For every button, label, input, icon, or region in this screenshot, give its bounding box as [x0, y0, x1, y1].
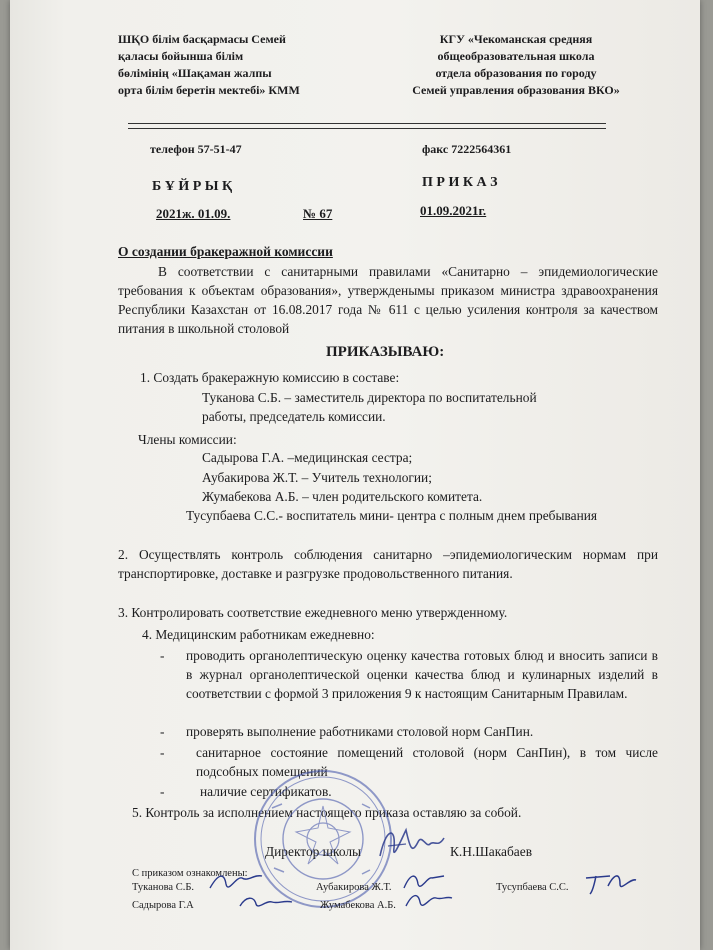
title-kz: Б Ұ Й Р Ы Қ — [152, 179, 233, 194]
header-left-line: ШҚО білім басқармасы Семей — [118, 32, 286, 46]
acquainted-name: Туканова С.Б. — [132, 882, 195, 893]
acquainted-name: Садырова Г.А — [132, 900, 194, 911]
order-word: ПРИКАЗЫВАЮ: — [326, 344, 445, 360]
member-3: Жумабекова А.Б. – член родительского комитета. — [202, 489, 483, 504]
header-left-line: қаласы бойынша білім — [118, 49, 244, 63]
acquainted-name: Тусупбаева С.С. — [496, 882, 569, 893]
fax-text: факс 7222564361 — [422, 142, 512, 156]
dash-bullet: - — [160, 648, 165, 663]
chair-line-1: Туканова С.Б. – заместитель директора по воспитательной — [202, 390, 537, 405]
director-title: Директор школы — [265, 844, 362, 859]
header-right-line: КГУ «Чекоманская средняя — [439, 32, 593, 46]
item-2: 2. Осуществлять контроль соблюдения санитарно –эпидемиологическим нормам при транспортировке, доставке и разгрузке продовольственного питания. — [118, 547, 658, 581]
director-name: К.Н.Шакабаев — [450, 844, 533, 859]
item-3: 3. Контролировать соответствие ежедневного меню утвержденному. — [118, 605, 508, 620]
preamble-paragraph: В соответствии с санитарными правилами «Санитарно – эпидемиологические требования к объектам образования», утвержденымы приказом министра здравоохранения Республики Казахстан от 16.08.2017 года № 611 с целью усиления контроля за качеством питания в школьной столовой — [118, 264, 658, 336]
date-ru: 01.09.2021г. — [420, 203, 487, 218]
title-ru: П Р И К А З — [422, 175, 498, 190]
header-right-line: отдела образования по городу — [435, 66, 597, 80]
header-left-line: бөлімінің «Шақаман жалпы — [118, 66, 272, 80]
member-1: Садырова Г.А. –медицинская сестра; — [202, 450, 413, 465]
duty-4: наличие сертификатов. — [200, 784, 332, 799]
item-4: 4. Медицинским работникам ежедневно: — [142, 627, 375, 642]
date-kz: 2021ж. 01.09. — [156, 206, 231, 221]
header-right-line: общеобразовательная школа — [437, 49, 595, 63]
director-signature — [376, 818, 448, 868]
chair-line-2: работы, председатель комиссии. — [202, 409, 386, 424]
member-4: Тусупбаева С.С.- воспитатель мини- центра с полным днем пребывания — [186, 508, 598, 523]
header-right-line: Семей управления образования ВКО» — [412, 83, 620, 97]
duty-1: проводить органолептическую оценку качества готовых блюд и вносить записи в в журнал органолептической оценки качества блюд и кулинарных изделий в соответствии с формой 3 приложения 9 к настоящим Санитарным Правилам. — [186, 648, 658, 701]
item-5: 5. Контроль за исполнением настоящего приказа оставляю за собой. — [132, 805, 522, 820]
duty-2: проверять выполнение работниками столовой норм СанПин. — [186, 724, 534, 739]
dash-bullet: - — [160, 745, 165, 760]
header-right — [396, 31, 636, 99]
duty-3: санитарное состояние помещений столовой (норм СанПин), в том числе подсобных помещений — [196, 745, 658, 779]
acquainted-name: Аубакирова Ж.Т. — [316, 882, 392, 893]
dash-bullet: - — [160, 724, 165, 739]
member-2: Аубакирова Ж.Т. – Учитель технологии; — [202, 470, 432, 485]
signature-mark — [580, 864, 640, 898]
members-label: Члены комиссии: — [138, 432, 237, 447]
acquainted-label: С приказом ознакомлены: — [132, 868, 248, 879]
acquainted-name: Жумабекова А.Б. — [320, 900, 396, 911]
subject-line: О создании бракеражной комиссии — [118, 244, 333, 259]
signature-mark — [402, 888, 456, 916]
header-divider — [128, 123, 606, 129]
header-left — [118, 31, 300, 99]
item-1: 1. Создать бракеражную комиссию в составе: — [140, 370, 400, 385]
order-number: № 67 — [303, 206, 333, 221]
dash-bullet: - — [160, 784, 165, 799]
signature-mark — [236, 890, 296, 916]
phone-text: телефон 57-51-47 — [150, 142, 242, 156]
header-left-line: орта білім беретін мектебі» КММ — [118, 83, 300, 97]
document-page — [10, 0, 700, 950]
